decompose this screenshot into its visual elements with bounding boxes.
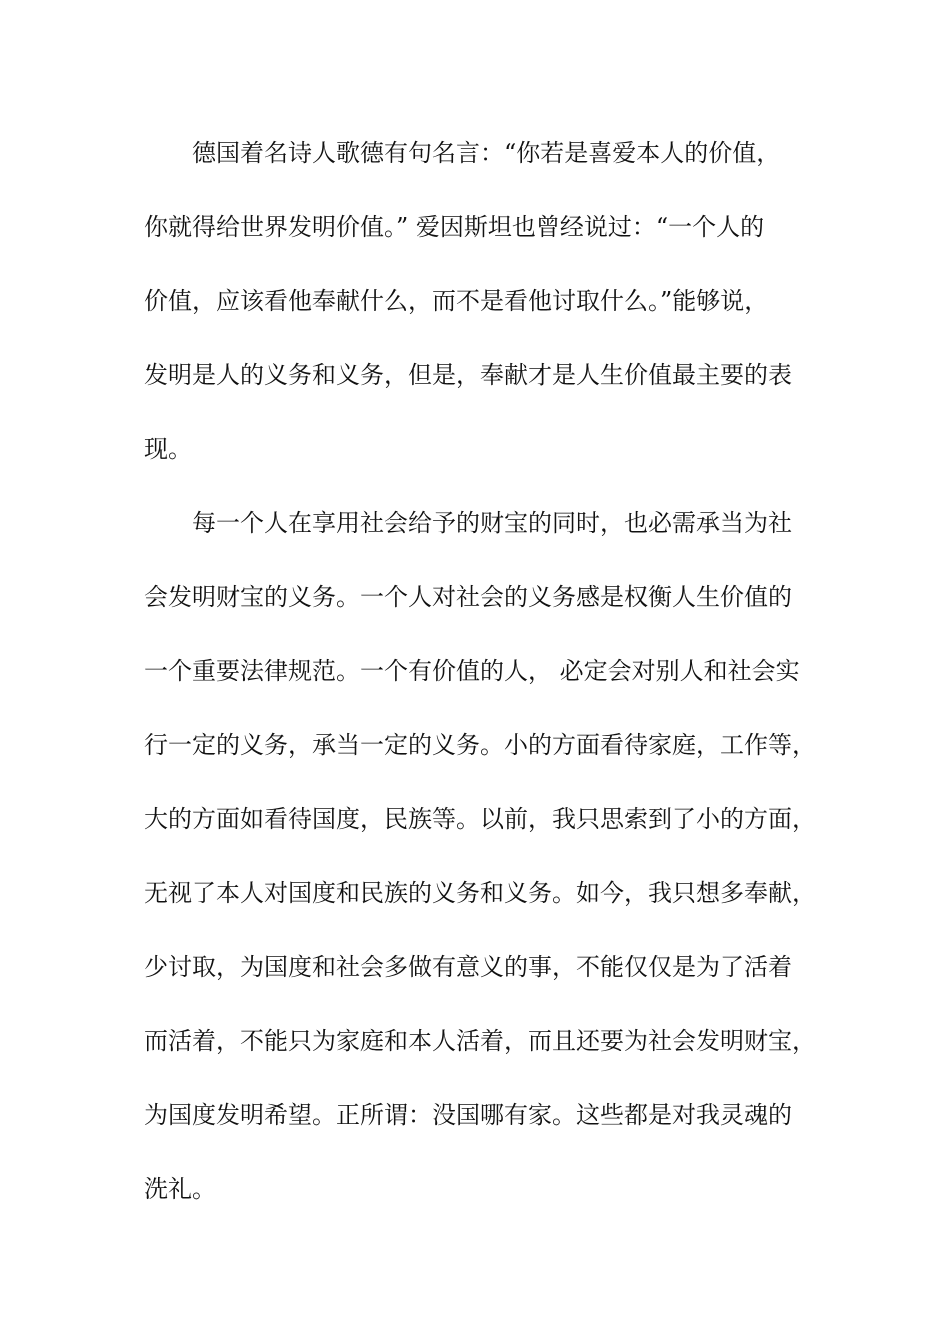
paragraph-1-line-2: 你就得给世界发明价值。” 爱因斯坦也曾经说过：“一个人的 (144, 213, 765, 241)
paragraph-2-line-1: 每一个人在享用社会给予的财宝的同时，也必需承当为社 (192, 509, 792, 537)
paragraph-2-line-5: 大的方面如看待国度，民族等。以前，我只思索到了小的方面， (144, 805, 816, 833)
paragraph-2 (144, 499, 824, 1239)
paragraph-2-line-2: 会发明财宝的义务。一个人对社会的义务感是权衡人生价值的 (144, 583, 792, 611)
paragraph-1-line-1: 德国着名诗人歌德有句名言：“你若是喜爱本人的价值， (192, 139, 781, 167)
paragraph-1 (144, 129, 824, 499)
paragraph-1-line-4: 发明是人的义务和义务，但是，奉献才是人生价值最主要的表 (144, 361, 792, 389)
paragraph-2-line-10: 洗礼。 (144, 1175, 216, 1203)
paragraph-2-line-3: 一个重要法律规范。一个有价值的人， 必定会对别人和社会实 (144, 657, 800, 685)
paragraph-1-line-3: 价值，应该看他奉献什么，而不是看他讨取什么。”能够说， (144, 287, 769, 315)
paragraph-2-line-9: 为国度发明希望。正所谓：没国哪有家。这些都是对我灵魂的 (144, 1101, 792, 1129)
paragraph-1-line-5: 现。 (144, 435, 192, 463)
paragraph-2-line-6: 无视了本人对国度和民族的义务和义务。如今，我只想多奉献， (144, 879, 816, 907)
document-body (144, 129, 824, 1239)
paragraph-2-line-4: 行一定的义务，承当一定的义务。小的方面看待家庭，工作等， (144, 731, 816, 759)
paragraph-2-line-7: 少讨取，为国度和社会多做有意义的事，不能仅仅是为了活着 (144, 953, 792, 981)
paragraph-2-line-8: 而活着，不能只为家庭和本人活着，而且还要为社会发明财宝， (144, 1027, 816, 1055)
